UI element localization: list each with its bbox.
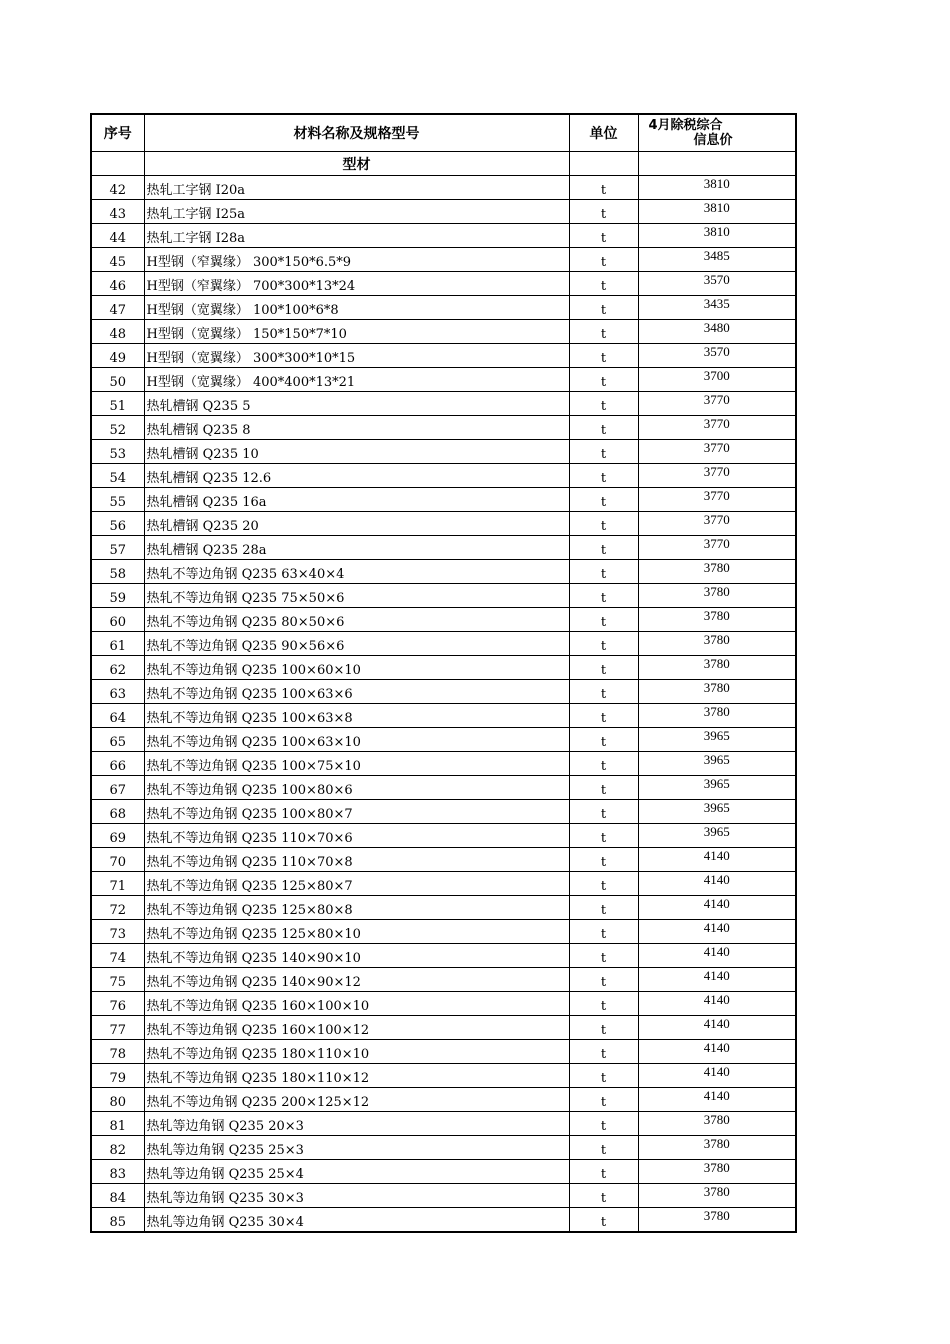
price-cell: 4140	[638, 1016, 796, 1040]
material-name: 热轧不等边角钢 Q235 100×80×6	[144, 776, 569, 800]
row-number: 57	[91, 536, 144, 560]
material-name: 热轧工字钢 I25a	[144, 200, 569, 224]
unit-cell: t	[569, 1016, 638, 1040]
unit-cell: t	[569, 176, 638, 200]
unit-cell: t	[569, 1040, 638, 1064]
row-number: 72	[91, 896, 144, 920]
material-name: 热轧不等边角钢 Q235 100×75×10	[144, 752, 569, 776]
price-cell: 4140	[638, 944, 796, 968]
unit-cell: t	[569, 848, 638, 872]
material-name: 热轧不等边角钢 Q235 100×63×6	[144, 680, 569, 704]
unit-cell: t	[569, 632, 638, 656]
table-row	[91, 824, 796, 848]
table-row	[91, 176, 796, 200]
row-number: 70	[91, 848, 144, 872]
price-cell: 3570	[638, 272, 796, 296]
material-name: 热轧不等边角钢 Q235 90×56×6	[144, 632, 569, 656]
unit-cell: t	[569, 992, 638, 1016]
material-name: H型钢（宽翼缘） 400*400*13*21	[144, 368, 569, 392]
unit-cell: t	[569, 704, 638, 728]
material-name: 热轧工字钢 I20a	[144, 176, 569, 200]
material-name: 热轧不等边角钢 Q235 63×40×4	[144, 560, 569, 584]
row-number: 61	[91, 632, 144, 656]
section-row	[91, 152, 796, 176]
table-row	[91, 728, 796, 752]
table-row	[91, 416, 796, 440]
material-name: 热轧不等边角钢 Q235 100×63×10	[144, 728, 569, 752]
row-number: 69	[91, 824, 144, 848]
material-name: H型钢（宽翼缘） 150*150*7*10	[144, 320, 569, 344]
table-row	[91, 944, 796, 968]
material-name: H型钢（宽翼缘） 100*100*6*8	[144, 296, 569, 320]
header-unit: 单位	[569, 114, 638, 152]
unit-cell: t	[569, 728, 638, 752]
price-cell: 3780	[638, 1184, 796, 1208]
price-cell: 4140	[638, 920, 796, 944]
unit-cell: t	[569, 416, 638, 440]
material-name: 热轧不等边角钢 Q235 140×90×10	[144, 944, 569, 968]
table-row	[91, 464, 796, 488]
header-price-line1: 4月除税综合	[648, 118, 723, 133]
header-name: 材料名称及规格型号	[144, 114, 569, 152]
row-number: 75	[91, 968, 144, 992]
row-number: 76	[91, 992, 144, 1016]
row-number: 48	[91, 320, 144, 344]
price-cell: 3770	[638, 512, 796, 536]
material-name: 热轧不等边角钢 Q235 80×50×6	[144, 608, 569, 632]
material-name: 热轧不等边角钢 Q235 125×80×7	[144, 872, 569, 896]
table-row	[91, 800, 796, 824]
material-name: 热轧工字钢 I28a	[144, 224, 569, 248]
unit-cell: t	[569, 392, 638, 416]
table-row	[91, 704, 796, 728]
row-number: 71	[91, 872, 144, 896]
price-cell: 3810	[638, 200, 796, 224]
material-name: 热轧不等边角钢 Q235 180×110×10	[144, 1040, 569, 1064]
table-row	[91, 368, 796, 392]
price-cell: 4140	[638, 968, 796, 992]
row-number: 45	[91, 248, 144, 272]
price-cell: 3965	[638, 776, 796, 800]
unit-cell: t	[569, 800, 638, 824]
table-row	[91, 536, 796, 560]
price-cell: 4140	[638, 1064, 796, 1088]
price-cell: 3780	[638, 584, 796, 608]
table-row	[91, 584, 796, 608]
material-name: H型钢（窄翼缘） 300*150*6.5*9	[144, 248, 569, 272]
row-number: 80	[91, 1088, 144, 1112]
price-cell: 4140	[638, 1088, 796, 1112]
table-row	[91, 1040, 796, 1064]
unit-cell: t	[569, 1136, 638, 1160]
unit-cell: t	[569, 1064, 638, 1088]
price-cell: 3770	[638, 392, 796, 416]
unit-cell: t	[569, 464, 638, 488]
table-row	[91, 1136, 796, 1160]
material-name: 热轧不等边角钢 Q235 125×80×10	[144, 920, 569, 944]
table-row	[91, 1112, 796, 1136]
row-number: 83	[91, 1160, 144, 1184]
row-number: 79	[91, 1064, 144, 1088]
unit-cell: t	[569, 1184, 638, 1208]
row-number: 60	[91, 608, 144, 632]
material-name: 热轧不等边角钢 Q235 160×100×12	[144, 1016, 569, 1040]
material-name: 热轧不等边角钢 Q235 140×90×12	[144, 968, 569, 992]
price-cell: 3780	[638, 1208, 796, 1233]
material-name: 热轧槽钢 Q235 28a	[144, 536, 569, 560]
price-cell: 3770	[638, 440, 796, 464]
price-cell: 4140	[638, 1040, 796, 1064]
price-cell: 3965	[638, 824, 796, 848]
row-number: 52	[91, 416, 144, 440]
unit-cell: t	[569, 680, 638, 704]
row-number: 51	[91, 392, 144, 416]
table-row	[91, 872, 796, 896]
material-name: 热轧不等边角钢 Q235 75×50×6	[144, 584, 569, 608]
table-row	[91, 1208, 796, 1233]
material-name: 热轧等边角钢 Q235 25×3	[144, 1136, 569, 1160]
unit-cell: t	[569, 560, 638, 584]
section-empty-unit	[569, 152, 638, 176]
table-row	[91, 344, 796, 368]
price-cell: 3780	[638, 560, 796, 584]
row-number: 78	[91, 1040, 144, 1064]
table-row	[91, 1184, 796, 1208]
unit-cell: t	[569, 224, 638, 248]
row-number: 73	[91, 920, 144, 944]
material-name: H型钢（窄翼缘） 700*300*13*24	[144, 272, 569, 296]
price-cell: 3780	[638, 704, 796, 728]
unit-cell: t	[569, 752, 638, 776]
price-cell: 3965	[638, 800, 796, 824]
unit-cell: t	[569, 488, 638, 512]
row-number: 66	[91, 752, 144, 776]
table-row	[91, 488, 796, 512]
material-name: 热轧槽钢 Q235 8	[144, 416, 569, 440]
table-row	[91, 440, 796, 464]
section-empty-price	[638, 152, 796, 176]
unit-cell: t	[569, 896, 638, 920]
row-number: 62	[91, 656, 144, 680]
material-name: 热轧等边角钢 Q235 30×3	[144, 1184, 569, 1208]
unit-cell: t	[569, 776, 638, 800]
table-row	[91, 296, 796, 320]
unit-cell: t	[569, 824, 638, 848]
material-name: 热轧不等边角钢 Q235 125×80×8	[144, 896, 569, 920]
unit-cell: t	[569, 1208, 638, 1233]
table-row	[91, 920, 796, 944]
price-cell: 3780	[638, 680, 796, 704]
table-row	[91, 560, 796, 584]
material-name: 热轧不等边角钢 Q235 180×110×12	[144, 1064, 569, 1088]
table-row	[91, 1016, 796, 1040]
price-cell: 3780	[638, 608, 796, 632]
row-number: 77	[91, 1016, 144, 1040]
material-name: 热轧槽钢 Q235 12.6	[144, 464, 569, 488]
table-row	[91, 848, 796, 872]
unit-cell: t	[569, 656, 638, 680]
unit-cell: t	[569, 1160, 638, 1184]
row-number: 42	[91, 176, 144, 200]
price-cell: 3770	[638, 536, 796, 560]
table-row	[91, 1064, 796, 1088]
unit-cell: t	[569, 344, 638, 368]
price-cell: 4140	[638, 848, 796, 872]
row-number: 46	[91, 272, 144, 296]
material-name: 热轧等边角钢 Q235 25×4	[144, 1160, 569, 1184]
material-name: 热轧不等边角钢 Q235 110×70×6	[144, 824, 569, 848]
material-name: H型钢（宽翼缘） 300*300*10*15	[144, 344, 569, 368]
unit-cell: t	[569, 200, 638, 224]
row-number: 59	[91, 584, 144, 608]
unit-cell: t	[569, 320, 638, 344]
section-empty-no	[91, 152, 144, 176]
section-title: 型材	[144, 152, 569, 176]
price-cell: 3435	[638, 296, 796, 320]
row-number: 64	[91, 704, 144, 728]
row-number: 53	[91, 440, 144, 464]
unit-cell: t	[569, 272, 638, 296]
row-number: 56	[91, 512, 144, 536]
material-name: 热轧等边角钢 Q235 20×3	[144, 1112, 569, 1136]
price-cell: 3965	[638, 728, 796, 752]
unit-cell: t	[569, 1088, 638, 1112]
table-row	[91, 392, 796, 416]
header-no: 序号	[91, 114, 144, 152]
header-row	[91, 114, 796, 152]
row-number: 63	[91, 680, 144, 704]
table-row	[91, 224, 796, 248]
price-cell: 3480	[638, 320, 796, 344]
row-number: 68	[91, 800, 144, 824]
table-row	[91, 680, 796, 704]
material-name: 热轧不等边角钢 Q235 200×125×12	[144, 1088, 569, 1112]
row-number: 74	[91, 944, 144, 968]
header-price-line2: 信息价	[693, 133, 733, 148]
price-cell: 3780	[638, 1160, 796, 1184]
unit-cell: t	[569, 1112, 638, 1136]
table-row	[91, 1088, 796, 1112]
material-name: 热轧槽钢 Q235 5	[144, 392, 569, 416]
row-number: 81	[91, 1112, 144, 1136]
table-row	[91, 896, 796, 920]
unit-cell: t	[569, 512, 638, 536]
price-cell: 3780	[638, 1112, 796, 1136]
unit-cell: t	[569, 584, 638, 608]
price-cell: 3780	[638, 632, 796, 656]
table-row	[91, 272, 796, 296]
price-cell: 4140	[638, 896, 796, 920]
material-name: 热轧槽钢 Q235 10	[144, 440, 569, 464]
table-row	[91, 656, 796, 680]
table-row	[91, 248, 796, 272]
table-row	[91, 752, 796, 776]
unit-cell: t	[569, 296, 638, 320]
unit-cell: t	[569, 248, 638, 272]
price-cell: 4140	[638, 872, 796, 896]
table-row	[91, 512, 796, 536]
unit-cell: t	[569, 440, 638, 464]
material-name: 热轧不等边角钢 Q235 100×80×7	[144, 800, 569, 824]
price-table	[90, 113, 797, 1233]
row-number: 43	[91, 200, 144, 224]
row-number: 84	[91, 1184, 144, 1208]
price-cell: 3780	[638, 1136, 796, 1160]
unit-cell: t	[569, 872, 638, 896]
row-number: 49	[91, 344, 144, 368]
row-number: 65	[91, 728, 144, 752]
table-row	[91, 608, 796, 632]
row-number: 85	[91, 1208, 144, 1233]
row-number: 47	[91, 296, 144, 320]
row-number: 50	[91, 368, 144, 392]
price-cell: 3770	[638, 464, 796, 488]
table-row	[91, 632, 796, 656]
row-number: 54	[91, 464, 144, 488]
table-row	[91, 992, 796, 1016]
material-name: 热轧槽钢 Q235 20	[144, 512, 569, 536]
material-name: 热轧不等边角钢 Q235 160×100×10	[144, 992, 569, 1016]
price-cell: 4140	[638, 992, 796, 1016]
unit-cell: t	[569, 920, 638, 944]
unit-cell: t	[569, 944, 638, 968]
price-cell: 3965	[638, 752, 796, 776]
row-number: 55	[91, 488, 144, 512]
material-name: 热轧等边角钢 Q235 30×4	[144, 1208, 569, 1233]
material-name: 热轧不等边角钢 Q235 100×60×10	[144, 656, 569, 680]
unit-cell: t	[569, 968, 638, 992]
price-cell: 3770	[638, 416, 796, 440]
table-row	[91, 968, 796, 992]
row-number: 82	[91, 1136, 144, 1160]
material-name: 热轧不等边角钢 Q235 100×63×8	[144, 704, 569, 728]
unit-cell: t	[569, 368, 638, 392]
price-cell: 3770	[638, 488, 796, 512]
material-name: 热轧槽钢 Q235 16a	[144, 488, 569, 512]
row-number: 58	[91, 560, 144, 584]
table-row	[91, 200, 796, 224]
unit-cell: t	[569, 536, 638, 560]
price-cell: 3570	[638, 344, 796, 368]
row-number: 44	[91, 224, 144, 248]
header-price	[638, 114, 796, 152]
table-row	[91, 776, 796, 800]
price-cell: 3810	[638, 224, 796, 248]
price-cell: 3485	[638, 248, 796, 272]
unit-cell: t	[569, 608, 638, 632]
price-cell: 3780	[638, 656, 796, 680]
price-cell: 3810	[638, 176, 796, 200]
price-cell: 3700	[638, 368, 796, 392]
row-number: 67	[91, 776, 144, 800]
table-row	[91, 1160, 796, 1184]
table-row	[91, 320, 796, 344]
material-name: 热轧不等边角钢 Q235 110×70×8	[144, 848, 569, 872]
